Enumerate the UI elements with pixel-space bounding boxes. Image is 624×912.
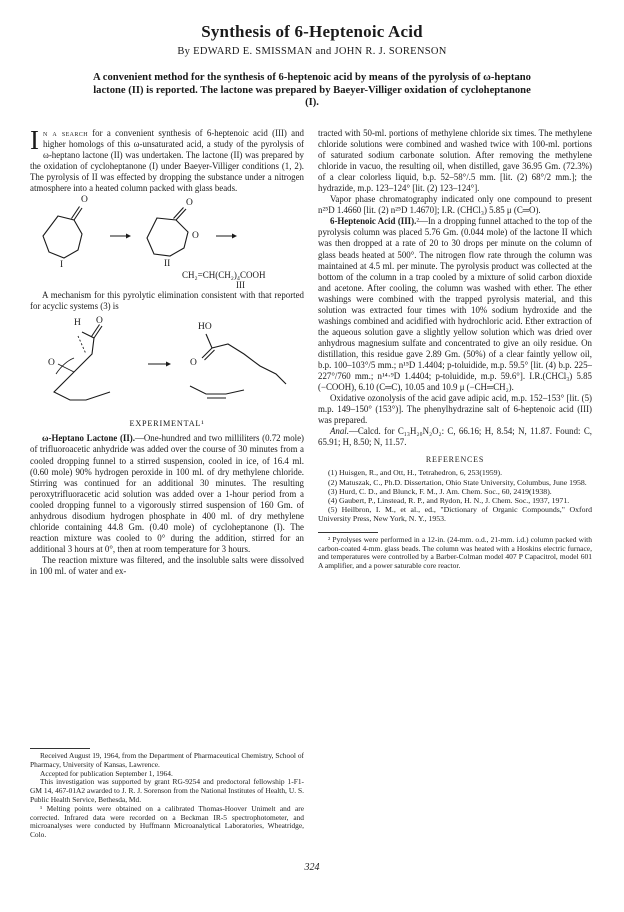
reference-item: (4) Gaubert, P., Linstead, R. P., and Rydon, H. N., J. Chem. Soc., 1937, 1971. [328,496,570,506]
atom-label-HO: HO [198,322,212,333]
vpc-paragraph: Vapor phase chromatography indicated only one compound to present n²⁵D 1.4660 [lit. (2) n²⁵D 1.4670]; I.R. (CHCl₃) 5.85 μ (C═O). [318,194,592,216]
atom-label-O-ts: O [96,316,103,327]
footnote-grant: This investigation was supported by grant RG-9254 and predoctoral fellowship 1-F1-GM 14, 467-01A2 awarded to J. R. J. Sorenson from the National Institutes of Health, U. S. Public Health Service, Bethesda, Md. [30,777,304,804]
footnote-pyrolysis: ² Pyrolyses were performed in a 12-in. (24-mm. o.d., 21-mm. i.d.) column packed with carbon-coated 4-mm. glass beads. The column was heated with a Hoskins electric furnace, and temperatures were controlled by a Barber-Colman model 407 P Capacitrol, model 601 A amplifier, and a power saturable core reactor. [318,534,592,571]
article-authors: By EDWARD E. SMISSMAN and JOHN R. J. SORENSON [177,46,447,57]
lactone-run-head: ω-Heptano Lactone (II). [42,433,135,444]
mechanism-paragraph: A mechanism for this pyrolytic elimination consistent with that reported for acyclic systems (3) is [30,290,304,312]
compound-label-III: III [236,280,245,291]
carbonyl-bond-I [74,208,82,220]
compound-label-I: I [60,260,64,271]
lactone-paragraph [30,433,304,555]
intro-text: for a convenient synthesis of 6-heptenoic acid (III) and higher homologs of this ω-unsaturated acid, a study of the pyrolysis of ω-heptano lactone (II) was undertaken. The lactone (II) was prepared by the oxidation of cycloheptanone (I) under Baeyer-Villiger conditions (1, 2). The pyrolysis of II was effected by dropping the substance under a nitrogen atmosphere into a heated column packed with glass beads. [30,128,304,194]
carbonyl-bond-ts [94,326,102,338]
reference-item: (5) Heilbron, I. M., et al., ed., "Dictionary of Organic Compounds," Oxford University Press, New York, N. Y., 1953. [318,505,592,524]
reference-item: (2) Matuszak, C., Ph.D. Dissertation, Ohio State University, Columbus, June 1958. [328,477,587,487]
analysis-paragraph [318,426,592,448]
carbonyl-bond-product [202,348,212,358]
experimental-heading: EXPERIMENTAL¹ [129,419,205,429]
references-heading: REFERENCES [425,455,485,465]
product-formula: CH₂=CH(CH₂)₄COOH [182,270,266,281]
acid-text: ²—In a dropping funnel attached to the top of the pyrolysis column was placed 5.76 Gm. (0.044 mole) of the lactone II which was then dropped at a rate of 20 to 30 drops per minute on the column of glass beads heated at 500°. The nitrogen flow rate through the column was maintained at 4.5 ml. per minute. The pyrolysis product was collected at the bottom of the column in a trap cooled by a mixture of solid carbon dioxide and acetone. After cooling, the column was washed with ether. The ether washings were combined with the trapped pyrolysis material, and this solution was extracted four times with 10% sodium hydroxide and the washings combined and acidified with hydrochloric acid. Ether extraction of the aqueous solution gave a slightly yellow solution which was dried over anhydrous magnesium sulfate and concentrated to give an oily residue. On distillation, this residue gave 2.89 Gm. (50%) of a clear faintly yellow oil, b.p. 100–103°/5 mm.; n¹⁵D 1.4404; p-toluidide, m.p. 59.5° [lit. (4) b.p. 225–227°/760 mm.; n¹⁴·⁹D 1.4404; p-toluidide, m.p. 59.6°]. I.R.(CHCl₃) 5.85 (−COOH), 6.10 (C═C), 10.05 and 10.9 μ (−CH═CH₂). [318,216,592,393]
footnote-rule [30,748,90,749]
reference-item: (3) Hurd, C. D., and Blunck, F. M., J. Am. Chem. Soc., 60, 2419(1938). [328,486,552,496]
atom-label-O-ketone: O [81,195,88,206]
reaction-scheme [30,195,304,291]
ozonolysis-paragraph: Oxidative ozonolysis of the acid gave adipic acid, m.p. 152–153° [lit. (5) m.p. 149–150° (153°)]. The phenylhydrazine salt of 6-heptenoic acid (III) was prepared. [318,393,592,426]
filter-paragraph: The reaction mixture was filtered, and the insoluble salts were dissolved in 100 ml. of water and ex- [30,554,304,576]
atom-label-O-ring: O [192,231,199,242]
analysis-text: —Calcd. for C₁₃H₂₀N₂O₂: C, 66.16; H, 8.54; N, 11.87. Found: C, 65.91; H, 8.50; N, 11.57. [318,426,592,448]
mechanism-drawing [30,314,304,410]
page-number: 324 [304,862,320,873]
atom-label-O-carbonyl: O [186,198,193,209]
drop-cap: I [30,125,39,155]
product-chain [206,334,286,384]
article-abstract: A convenient method for the synthesis of 6-heptenoic acid by means of the pyrolysis of ω-heptano lactone (II) is reported. The lactone was prepared by Baeyer-Villiger oxidation of cycloheptanone (I). [93,72,531,108]
reaction-arrow-1-head [126,234,131,239]
reaction-arrow-2-head [232,234,237,239]
compound-label-II: II [164,259,171,270]
mechanism-arrow-head [166,362,171,367]
intro-paragraph [30,125,304,194]
alkene-chain [190,386,244,394]
footnote-melting-points: ¹ Melting points were obtained on a calibrated Thomas-Hoover Unimelt and are corrected. Infrared data were recorded on a Beckman IR-5 spectrophotometer, and microanalyses were conducted by Huffmann Microanalytical Laboratories, Wheatridge, Colo. [30,803,304,840]
intro-smallcaps: n a search [43,128,88,138]
cycloheptanone-ring [43,216,82,258]
right-footnote-rule [318,532,378,533]
right-column [318,128,592,571]
extraction-paragraph: tracted with 50-ml. portions of methylene chloride six times. The methylene chloride solutions were combined and washed twice with 100-ml. portions of saturated sodium carbonate solution. After removing the methylene chloride in vacuo, the resulting oil, when distilled, gave 36.95 Gm. (72.3%) of a clear colorless liquid, b.p. 52–58°/.5 mm. [lit. (2) 68°/2 mm.]; the hydrazide, m.p. 123–124° [lit. (2) 123–124°]. [318,128,592,194]
electron-arrow [56,358,74,374]
article-title: Synthesis of 6-Heptenoic Acid [201,22,423,41]
carbonyl-bond-I-double [72,207,80,219]
mechanism-scheme [30,314,304,410]
footnote-received: Received August 19, 1964, from the Department of Pharmaceutical Chemistry, School of Pharmacy, University of Kansas, Lawrence. [30,751,304,769]
acid-paragraph [318,216,592,393]
acid-run-head: 6-Heptenoic Acid (III). [330,216,417,227]
footnote-accepted: Accepted for publication September 1, 1964. [40,768,173,778]
left-footnotes [30,748,304,840]
atom-label-O-ts-ring: O [48,358,55,369]
reference-item: (1) Huisgen, R., and Ott, H., Tetrahedron, 6, 253(1959). [328,468,503,478]
atom-label-H: H [74,318,81,329]
atom-label-O-product: O [190,358,197,369]
left-column [30,125,304,577]
analysis-run-head: Anal. [330,426,349,437]
breaking-bond [78,336,86,354]
carbonyl-bond-product-double [205,350,215,360]
lactone-text: —One-hundred and two milliliters (0.72 mole) of trifluoroacetic anhydride was added over the course of 30 minutes from a cooled dropping funnel to a stirred suspension, cooled in ice, of 16.4 ml. (0.60 mole) 90% hydrogen peroxide in 100 ml. of dry methylene chloride. Stirring was continued for an additional 30 minutes. The resulting peroxytrifluoracetic acid solution was added over a 1-hour period from a cooled dropping funnel to a vigorously stirred suspension of 160 Gm. of anhydrous disodium hydrogen phosphate in 400 ml. of dry methylene chloride containing 44.8 Gm. (0.40 mole) of cycloheptanone (I). The reaction mixture was cooled to 0° during the addition, stirred for an additional 3 hours at 0°, then at room temperature for 3 hours. [30,433,304,554]
lactone-ring [147,218,188,256]
